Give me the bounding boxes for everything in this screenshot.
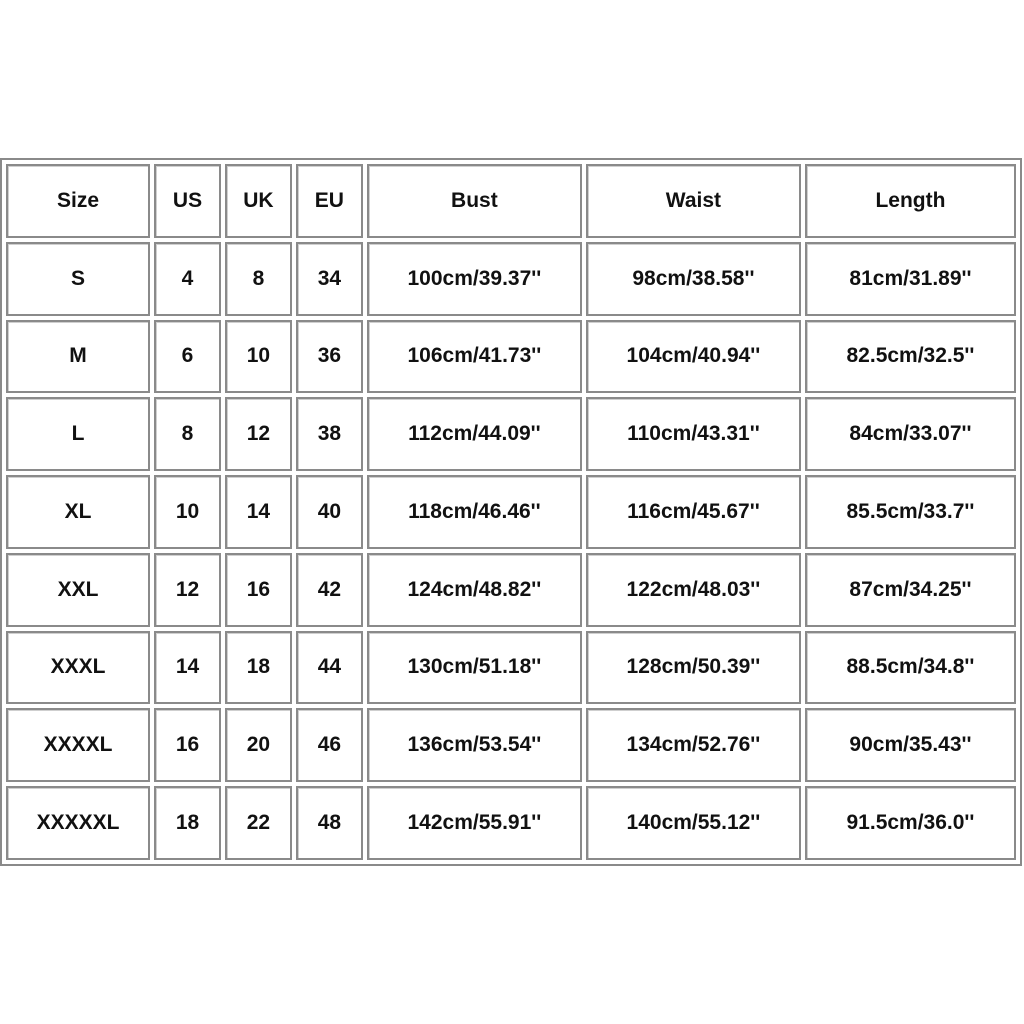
cell-us: 4 — [154, 242, 221, 316]
cell-uk: 8 — [225, 242, 292, 316]
cell-size: XXXXXL — [6, 786, 150, 860]
table-row — [6, 708, 1016, 782]
cell-length: 82.5cm/32.5'' — [805, 320, 1016, 394]
cell-waist: 134cm/52.76'' — [586, 708, 801, 782]
cell-uk: 16 — [225, 553, 292, 627]
cell-size: XXXXL — [6, 708, 150, 782]
cell-uk: 14 — [225, 475, 292, 549]
cell-eu: 36 — [296, 320, 363, 394]
column-header-waist: Waist — [586, 164, 801, 238]
cell-us: 18 — [154, 786, 221, 860]
cell-us: 6 — [154, 320, 221, 394]
cell-us: 8 — [154, 397, 221, 471]
cell-eu: 42 — [296, 553, 363, 627]
cell-us: 16 — [154, 708, 221, 782]
cell-waist: 116cm/45.67'' — [586, 475, 801, 549]
cell-size: XXXL — [6, 631, 150, 705]
cell-size: S — [6, 242, 150, 316]
cell-size: L — [6, 397, 150, 471]
cell-waist: 128cm/50.39'' — [586, 631, 801, 705]
table-row — [6, 631, 1016, 705]
column-header-length: Length — [805, 164, 1016, 238]
cell-eu: 38 — [296, 397, 363, 471]
cell-uk: 20 — [225, 708, 292, 782]
cell-waist: 110cm/43.31'' — [586, 397, 801, 471]
cell-waist: 104cm/40.94'' — [586, 320, 801, 394]
cell-uk: 12 — [225, 397, 292, 471]
cell-us: 14 — [154, 631, 221, 705]
table-header-row — [6, 164, 1016, 238]
cell-length: 88.5cm/34.8'' — [805, 631, 1016, 705]
cell-waist: 98cm/38.58'' — [586, 242, 801, 316]
cell-bust: 100cm/39.37'' — [367, 242, 582, 316]
table-row — [6, 786, 1016, 860]
cell-eu: 48 — [296, 786, 363, 860]
cell-bust: 118cm/46.46'' — [367, 475, 582, 549]
cell-bust: 136cm/53.54'' — [367, 708, 582, 782]
cell-uk: 18 — [225, 631, 292, 705]
cell-us: 10 — [154, 475, 221, 549]
cell-uk: 22 — [225, 786, 292, 860]
cell-length: 85.5cm/33.7'' — [805, 475, 1016, 549]
cell-bust: 112cm/44.09'' — [367, 397, 582, 471]
cell-length: 90cm/35.43'' — [805, 708, 1016, 782]
column-header-us: US — [154, 164, 221, 238]
table-row — [6, 242, 1016, 316]
table-row — [6, 397, 1016, 471]
cell-eu: 44 — [296, 631, 363, 705]
cell-length: 84cm/33.07'' — [805, 397, 1016, 471]
cell-us: 12 — [154, 553, 221, 627]
size-chart-body — [6, 164, 1016, 860]
cell-bust: 124cm/48.82'' — [367, 553, 582, 627]
cell-length: 91.5cm/36.0'' — [805, 786, 1016, 860]
cell-waist: 140cm/55.12'' — [586, 786, 801, 860]
table-row — [6, 475, 1016, 549]
cell-uk: 10 — [225, 320, 292, 394]
size-chart-table — [0, 158, 1022, 866]
column-header-bust: Bust — [367, 164, 582, 238]
cell-eu: 40 — [296, 475, 363, 549]
cell-eu: 34 — [296, 242, 363, 316]
cell-size: XXL — [6, 553, 150, 627]
cell-waist: 122cm/48.03'' — [586, 553, 801, 627]
cell-bust: 130cm/51.18'' — [367, 631, 582, 705]
column-header-uk: UK — [225, 164, 292, 238]
cell-bust: 142cm/55.91'' — [367, 786, 582, 860]
cell-length: 87cm/34.25'' — [805, 553, 1016, 627]
cell-length: 81cm/31.89'' — [805, 242, 1016, 316]
cell-eu: 46 — [296, 708, 363, 782]
cell-size: XL — [6, 475, 150, 549]
cell-size: M — [6, 320, 150, 394]
column-header-eu: EU — [296, 164, 363, 238]
column-header-size: Size — [6, 164, 150, 238]
table-row — [6, 553, 1016, 627]
cell-bust: 106cm/41.73'' — [367, 320, 582, 394]
table-row — [6, 320, 1016, 394]
